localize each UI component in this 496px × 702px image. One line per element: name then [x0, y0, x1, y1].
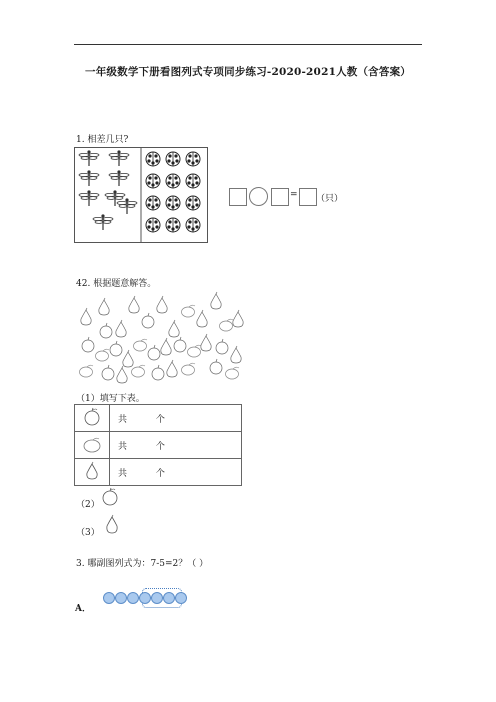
pear-icon: [231, 346, 241, 363]
dragonfly-icon: [79, 170, 99, 186]
dragonfly-icon: [79, 150, 99, 166]
pear-icon: [197, 310, 207, 327]
dragonfly-icon: [79, 190, 99, 206]
bead: [103, 592, 115, 604]
page-title: 一年级数学下册看图列式专项同步练习-2020-2021人教（含答案）: [85, 66, 411, 78]
apple-icon: [152, 365, 164, 380]
sub-question-3: （3）: [76, 528, 100, 538]
dragonfly-icon: [109, 150, 129, 166]
table-row: [75, 459, 242, 486]
bead: [127, 592, 139, 604]
peach-icon: [75, 432, 110, 459]
answer-box-2[interactable]: [271, 188, 289, 206]
peach-icon: [80, 365, 94, 377]
question-42: [76, 276, 156, 289]
bead: [175, 592, 187, 604]
ladybug-icon: [166, 218, 180, 232]
peach-icon: [182, 363, 196, 375]
question-number: 42.: [76, 279, 91, 289]
ladybug-icon: [166, 174, 180, 188]
ladybug-icon: [186, 218, 200, 232]
peach-icon: [220, 319, 234, 331]
pear-icon: [211, 292, 221, 309]
ladybug-icon: [166, 196, 180, 210]
peach-icon: [134, 339, 148, 351]
ladybug-icon: [186, 196, 200, 210]
ladybug-icon: [186, 152, 200, 166]
dragonfly-icon: [117, 198, 137, 214]
ladybug-icon: [146, 196, 160, 210]
header-rule: [74, 44, 422, 45]
dragonfly-icon-group: [79, 150, 137, 230]
ladybug-icon: [186, 174, 200, 188]
ladybug-icon: [166, 152, 180, 166]
pear-icon: [157, 296, 167, 313]
ladybug-icon: [146, 218, 160, 232]
pear-icon: [102, 514, 122, 540]
pear-icon: [167, 360, 177, 377]
apple-icon: [174, 337, 186, 352]
table-row: [75, 432, 242, 459]
peach-icon: [226, 367, 240, 379]
pear-icon: [99, 298, 109, 315]
dragonfly-icon: [93, 214, 113, 230]
pear-icon: [117, 366, 127, 383]
question-text: 相差几只?: [87, 135, 129, 145]
bead: [163, 592, 175, 604]
dragonfly-icon: [105, 190, 125, 206]
bead-row: [103, 592, 187, 604]
question-text: 哪副图列式为：7-5=2？（ ）: [87, 559, 209, 569]
apple-icon: [82, 337, 94, 352]
pear-icon: [233, 310, 243, 327]
fruit-picture: [76, 290, 248, 386]
pear-icon: [123, 350, 133, 367]
table-row: [75, 405, 242, 432]
fruit-illustration: [76, 290, 248, 386]
question-1: [76, 132, 128, 145]
question-text: 根据题意解答。: [93, 279, 157, 289]
apple-icon: [148, 345, 160, 360]
equals-sign: =: [290, 190, 298, 200]
table-cell[interactable]: 共 个: [110, 405, 242, 432]
operator-circle[interactable]: [249, 187, 268, 206]
question-3: [76, 556, 208, 569]
dragonfly-icon: [109, 170, 129, 186]
ladybug-icon: [146, 152, 160, 166]
apple-icon: [100, 323, 112, 338]
answer-box-3[interactable]: [299, 188, 317, 206]
pear-icon: [129, 296, 139, 313]
pear-icon: [116, 320, 126, 337]
apple-icon: [210, 359, 222, 374]
peach-icon: [182, 305, 196, 317]
ladybug-icon-group: [146, 152, 200, 232]
peach-icon: [132, 365, 146, 377]
apple-icon: [100, 487, 120, 511]
apple-icon: [142, 313, 154, 328]
apple-icon: [216, 339, 228, 354]
bead: [115, 592, 127, 604]
question-number: 1.: [76, 135, 85, 145]
pear-icon: [161, 338, 171, 355]
answer-box-1[interactable]: [229, 188, 247, 206]
pear-icon: [81, 308, 91, 325]
apple-icon: [102, 365, 114, 380]
apple-icon: [75, 405, 110, 432]
sub-question-2: （2）: [76, 500, 100, 510]
sub-question-1: （1）填写下表。: [76, 394, 145, 404]
table-cell[interactable]: 共 个: [110, 432, 242, 459]
table-cell[interactable]: 共 个: [110, 459, 242, 486]
pear-icon: [201, 334, 211, 351]
unit-label: （只）: [316, 194, 344, 204]
dragonfly-ladybug-picture: [75, 148, 207, 242]
pear-icon: [75, 459, 110, 486]
question-number: 3.: [76, 559, 85, 569]
bead: [151, 592, 163, 604]
peach-icon: [188, 345, 202, 357]
bead: [139, 592, 151, 604]
q1-picture: [74, 147, 208, 243]
apple-icon: [110, 341, 122, 356]
pear-icon: [169, 320, 179, 337]
fruit-count-table: [74, 404, 242, 486]
option-a-label[interactable]: A．: [75, 604, 91, 614]
ladybug-icon: [146, 174, 160, 188]
peach-icon: [96, 349, 110, 361]
